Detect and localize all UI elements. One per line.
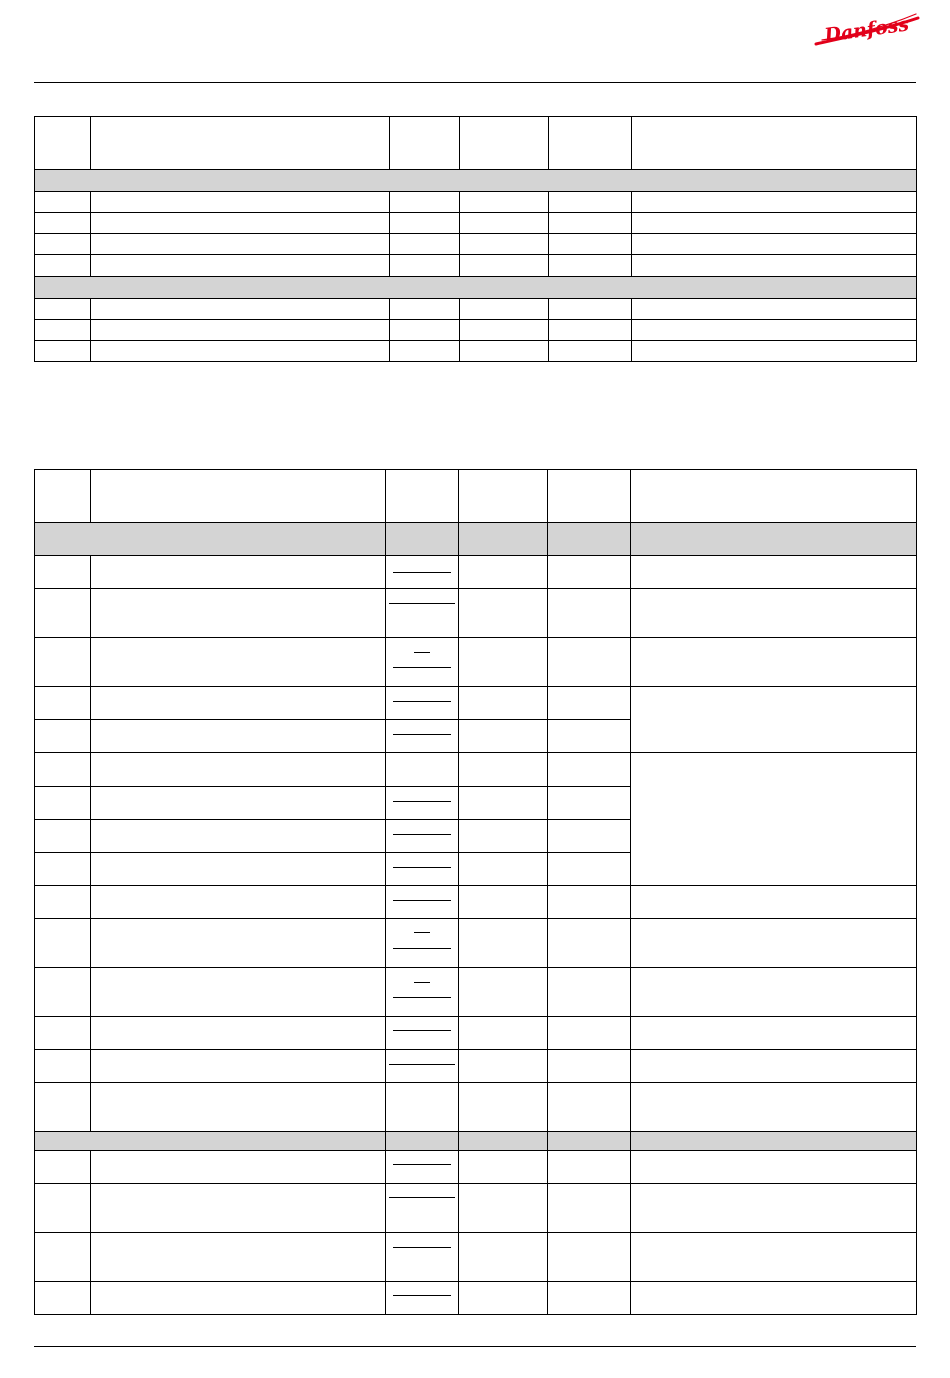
section-header-cell xyxy=(35,1132,386,1151)
underline-mark xyxy=(386,886,459,919)
table-row xyxy=(35,886,917,919)
header-cell xyxy=(390,117,460,170)
table-header-row xyxy=(35,117,917,170)
underline-mark xyxy=(386,1233,459,1282)
section-header-row xyxy=(35,170,917,192)
table-row xyxy=(35,1083,917,1132)
table-row xyxy=(35,1184,917,1233)
table-row xyxy=(35,556,917,589)
header-cell xyxy=(91,117,390,170)
fraction-mark xyxy=(386,968,459,1017)
merged-cell xyxy=(631,687,917,753)
table-row xyxy=(35,919,917,968)
underline-mark xyxy=(386,853,459,886)
header-cell xyxy=(549,117,632,170)
underline-mark xyxy=(386,720,459,753)
underline-mark xyxy=(386,1050,459,1083)
header-cell xyxy=(35,117,91,170)
table-row xyxy=(35,320,917,341)
underline-mark xyxy=(386,1282,459,1315)
underline-mark xyxy=(386,556,459,589)
section-header-cell xyxy=(35,277,917,299)
header-cell xyxy=(459,470,548,523)
fraction-mark xyxy=(386,919,459,968)
header-cell xyxy=(386,470,459,523)
table-row xyxy=(35,589,917,638)
header-cell xyxy=(35,470,91,523)
table-row xyxy=(35,1050,917,1083)
header-rule xyxy=(34,82,916,83)
table-row xyxy=(35,968,917,1017)
logo-text: Danfoss xyxy=(823,13,911,47)
underline-mark xyxy=(386,820,459,853)
merged-cell xyxy=(631,753,917,886)
table-header-row xyxy=(35,470,917,523)
table-row xyxy=(35,1233,917,1282)
table-row xyxy=(35,1017,917,1050)
underline-mark xyxy=(386,687,459,720)
footer-rule xyxy=(34,1346,916,1347)
table-row xyxy=(35,638,917,687)
fraction-mark xyxy=(386,638,459,687)
header-cell xyxy=(631,470,917,523)
table-row xyxy=(35,255,917,277)
table-row xyxy=(35,299,917,320)
table-row xyxy=(35,687,917,720)
table-row xyxy=(35,192,917,213)
section-header-cell xyxy=(35,170,917,192)
table-row xyxy=(35,234,917,255)
header-cell xyxy=(632,117,917,170)
table-row xyxy=(35,341,917,362)
danfoss-logo xyxy=(812,8,922,50)
section-header-cell xyxy=(35,523,386,556)
section-header-row xyxy=(35,277,917,299)
header-cell xyxy=(91,470,386,523)
header-cell xyxy=(460,117,549,170)
section-header-row xyxy=(35,523,917,556)
section-header-row xyxy=(35,1132,917,1151)
table-1 xyxy=(34,116,917,362)
table-row xyxy=(35,1282,917,1315)
table-2 xyxy=(34,469,917,1315)
underline-mark xyxy=(386,589,459,638)
underline-mark xyxy=(386,787,459,820)
table-row xyxy=(35,1151,917,1184)
header-cell xyxy=(548,470,631,523)
table-row xyxy=(35,753,917,787)
underline-mark xyxy=(386,1017,459,1050)
table-row xyxy=(35,213,917,234)
underline-mark xyxy=(386,1151,459,1184)
underline-mark xyxy=(386,1184,459,1233)
